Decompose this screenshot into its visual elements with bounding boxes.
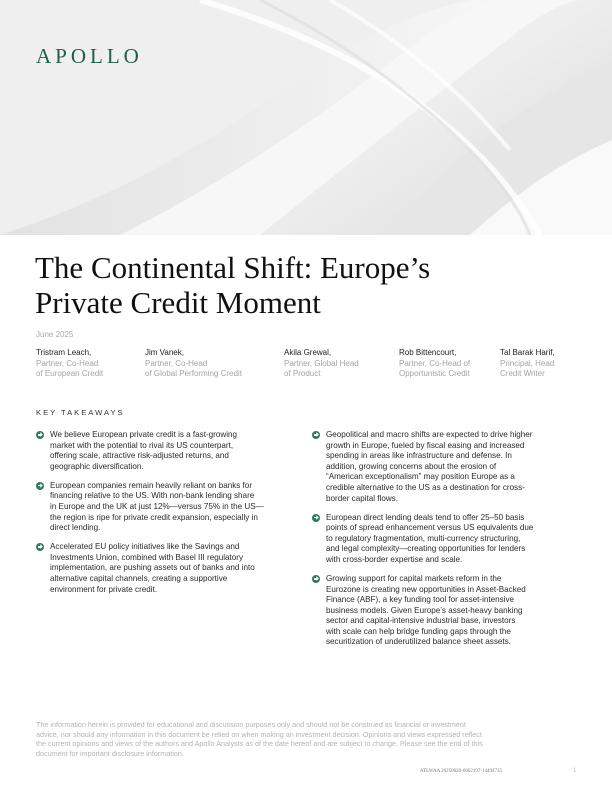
takeaway-line: with scale can help bridge funding gaps through the bbox=[326, 626, 511, 636]
author-name: Jim Vanek, bbox=[145, 348, 184, 357]
document-id: ATLWAA 20250620-6602197-14494735 bbox=[420, 769, 502, 774]
page-title bbox=[35, 250, 575, 320]
author-name: Tristram Leach, bbox=[36, 348, 92, 357]
takeaway-line: in Europe and the UK at just 12%—versus 75% in the US— bbox=[50, 501, 264, 511]
takeaway-line: the region is ripe for private credit expansion, especially in bbox=[50, 512, 258, 522]
arrow-circle-icon bbox=[36, 431, 44, 439]
key-takeaways-heading: KEY TAKEAWAYS bbox=[36, 408, 125, 417]
takeaway-line: credible alternative to the US as a destination for cross- bbox=[326, 482, 525, 492]
takeaway-line: Eurozone is creating new opportunities in Asset-Backed bbox=[326, 584, 526, 594]
takeaways-left-column bbox=[36, 430, 284, 603]
disclaimer-line: advice, nor should any information in this document be relied on when making an investment decision. Opinions and views expressed reflect bbox=[36, 729, 482, 739]
takeaway-line: addition, growing concerns about the erosion of bbox=[326, 461, 497, 471]
takeaway-line: spending in areas like infrastructure and defense. In bbox=[326, 451, 512, 461]
takeaway-line: points of spread enhancement versus US equivalents due bbox=[326, 523, 534, 533]
takeaway-line: growth in Europe, fueled by fiscal easing and increased bbox=[326, 440, 525, 450]
takeaway-line: environment for private credit. bbox=[50, 584, 158, 594]
abstract-waves-graphic bbox=[0, 0, 612, 235]
takeaway-line: alternative capital channels, creating a supportive bbox=[50, 573, 228, 583]
takeaway-item bbox=[36, 542, 284, 595]
author-name: Rob Bittencourt, bbox=[399, 348, 457, 357]
takeaway-line: We believe European private credit is a fast-growing bbox=[50, 430, 238, 439]
takeaway-item bbox=[36, 430, 284, 472]
takeaway-line: border capital flows. bbox=[326, 493, 398, 503]
takeaway-line: Finance (ABF), a key funding tool for asset-intensive bbox=[326, 595, 515, 605]
takeaway-line: business models. Given Europe’s asset-heavy banking bbox=[326, 605, 523, 615]
takeaway-line: European companies remain heavily reliant on banks for bbox=[50, 480, 253, 490]
takeaway-line: market with the potential to rival its US counterpart, bbox=[50, 440, 234, 450]
disclaimer-line: document for important disclosure information. bbox=[36, 748, 184, 758]
arrow-circle-icon bbox=[312, 514, 320, 522]
takeaways-right-column bbox=[312, 430, 560, 656]
disclaimer-line: the current opinions and views of the authors and Apollo Analysts as of the date hereof and are subject to change. Please see the end of this bbox=[36, 739, 483, 749]
hero-image bbox=[0, 0, 612, 235]
author-role: Principal, Head bbox=[500, 358, 555, 368]
takeaway-line: sector and capital-intensive industrial base, investors bbox=[326, 616, 516, 626]
takeaway-line: with cross-border expertise and scale. bbox=[326, 554, 463, 564]
author bbox=[145, 348, 242, 380]
arrow-circle-icon bbox=[36, 543, 44, 551]
takeaway-line: and legal complexity—creating opportunities for lenders bbox=[326, 544, 526, 554]
takeaway-line: offering scale, attractive risk-adjusted returns, and bbox=[50, 451, 229, 461]
author-role: Partner, Global Head bbox=[284, 358, 359, 368]
author-role: of Global Performing Credit bbox=[145, 369, 242, 378]
page-number: 1 bbox=[573, 768, 577, 774]
author-role: of Product bbox=[284, 369, 321, 378]
author-role: Partner, Co-Head of bbox=[399, 358, 471, 368]
author-name: Akila Grewal, bbox=[284, 348, 332, 357]
author bbox=[36, 348, 103, 380]
takeaway-item bbox=[312, 574, 560, 648]
author bbox=[399, 348, 470, 380]
author-role: Credit Writer bbox=[500, 369, 545, 378]
takeaway-line: securitization of underutilized balance sheet assets. bbox=[326, 637, 511, 647]
takeaway-item bbox=[312, 430, 560, 504]
arrow-circle-icon bbox=[312, 431, 320, 439]
takeaway-line: Investments Union, combined with Basel III regulatory bbox=[50, 552, 243, 562]
title-line: The Continental Shift: Europe’s bbox=[35, 250, 431, 285]
takeaway-line: geographic diversification. bbox=[50, 461, 144, 471]
takeaway-line: to regulatory fragmentation, multi-currency structuring, bbox=[326, 533, 521, 543]
takeaway-line: implementation, are pushing assets out of banks and into bbox=[50, 563, 255, 573]
takeaway-line: financing relative to the US. With non-bank lending share bbox=[50, 491, 255, 501]
disclaimer bbox=[36, 720, 576, 758]
takeaway-line: Accelerated EU policy initiatives like the Savings and bbox=[50, 542, 240, 552]
author bbox=[500, 348, 555, 380]
disclaimer-line: The information herein is provided for educational and discussion purposes only and should not be construed as financial or investment bbox=[36, 720, 466, 729]
takeaway-item bbox=[312, 513, 560, 566]
arrow-circle-icon bbox=[312, 575, 320, 583]
author-role: Partner, Co-Head bbox=[145, 358, 208, 368]
takeaway-line: direct lending. bbox=[50, 523, 101, 533]
arrow-circle-icon bbox=[36, 482, 44, 490]
author-role: Opportunistic Credit bbox=[399, 369, 470, 378]
takeaway-item bbox=[36, 481, 284, 534]
title-line: Private Credit Moment bbox=[35, 285, 321, 320]
takeaway-line: European direct lending deals tend to offer 25–50 basis bbox=[326, 512, 525, 522]
author-role: Partner, Co-Head bbox=[36, 358, 99, 368]
takeaway-line: Geopolitical and macro shifts are expected to drive higher bbox=[326, 430, 533, 439]
author bbox=[284, 348, 359, 380]
publication-date: June 2025 bbox=[36, 330, 74, 339]
author-role: of European Credit bbox=[36, 369, 104, 378]
author-name: Tal Barak Harif, bbox=[500, 348, 555, 357]
takeaway-line: “American exceptionalism” may position Europe as a bbox=[326, 472, 515, 482]
takeaway-line: Growing support for capital markets reform in the bbox=[326, 573, 502, 583]
apollo-logo: APOLLO bbox=[36, 44, 143, 68]
